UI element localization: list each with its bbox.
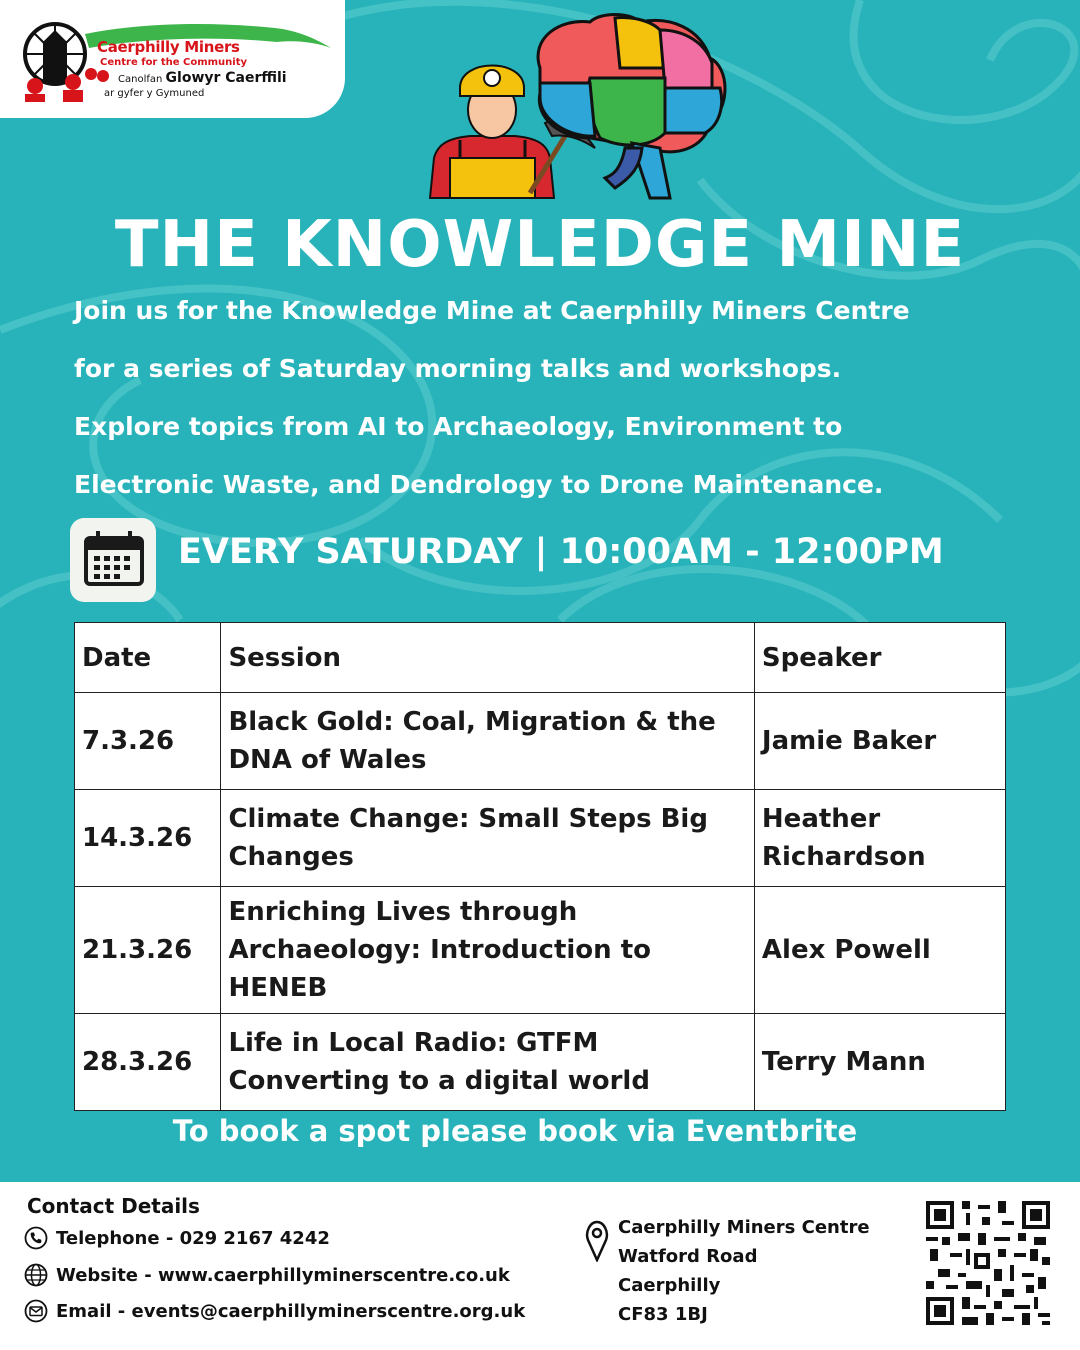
email-text: Email - events@caerphillyminerscentre.org.uk <box>56 1300 526 1322</box>
sessions-table <box>74 622 1006 1111</box>
table-row <box>75 887 1006 1014</box>
logo <box>0 0 345 118</box>
intro-line-3: Explore topics from AI to Archaeology, Environment to <box>74 412 843 441</box>
table-row <box>75 693 1006 790</box>
header-speaker: Speaker <box>754 623 1005 693</box>
row-speaker: Terry Mann <box>754 1014 1005 1111</box>
table-header-row <box>75 623 1006 693</box>
row-speaker: Heather Richardson <box>754 790 1005 887</box>
schedule-text: EVERY SATURDAY | 10:00AM - 12:00PM <box>178 532 944 572</box>
location-pin-icon <box>585 1220 609 1262</box>
org-welsh-prefix: Canolfan <box>118 74 163 85</box>
table-row <box>75 1014 1006 1111</box>
phone-icon <box>24 1226 48 1250</box>
row-speaker: Jamie Baker <box>754 693 1005 790</box>
qr-code[interactable] <box>926 1201 1050 1325</box>
row-session: Life in Local Radio: GTFM Converting to a digital world <box>221 1014 754 1111</box>
row-speaker: Alex Powell <box>754 887 1005 1014</box>
header-session: Session <box>221 623 754 693</box>
org-welsh-line2: ar gyfer y Gymuned <box>104 88 205 99</box>
brain-icon <box>538 15 725 199</box>
row-date: 28.3.26 <box>75 1014 221 1111</box>
address-line-4: CF83 1BJ <box>618 1304 708 1325</box>
intro-line-2: for a series of Saturday morning talks and workshops. <box>74 354 842 383</box>
address-line-1: Caerphilly Miners Centre <box>618 1217 870 1238</box>
miner-and-brain-illustration <box>420 8 750 208</box>
row-session: Black Gold: Coal, Migration & the DNA of Wales <box>221 693 754 790</box>
row-session: Enriching Lives through Archaeology: Introduction to HENEB <box>221 887 754 1014</box>
org-welsh-name <box>118 70 287 86</box>
calendar-badge <box>70 518 156 602</box>
header-date: Date <box>75 623 221 693</box>
table-row <box>75 790 1006 887</box>
website-row[interactable] <box>24 1262 510 1288</box>
address-line-2: Watford Road <box>618 1246 758 1267</box>
booking-text: To book a spot please book via Eventbrite <box>172 1114 858 1148</box>
mail-icon <box>24 1299 48 1323</box>
page-title: THE KNOWLEDGE MINE <box>114 208 966 282</box>
org-name-line2: Centre for the Community <box>100 57 248 68</box>
row-date: 14.3.26 <box>75 790 221 887</box>
org-name-line1: Caerphilly Miners <box>97 38 240 56</box>
telephone-text: Telephone - 029 2167 4242 <box>56 1227 330 1249</box>
telephone-row[interactable] <box>24 1225 330 1251</box>
contact-footer <box>0 1182 1080 1350</box>
intro-line-1: Join us for the Knowledge Mine at Caerphilly Miners Centre <box>74 296 910 325</box>
contact-title: Contact Details <box>27 1194 200 1218</box>
globe-icon <box>24 1263 48 1287</box>
website-text: Website - www.caerphillyminerscentre.co.uk <box>56 1264 510 1286</box>
email-row[interactable] <box>24 1298 525 1324</box>
calendar-icon <box>70 518 156 602</box>
intro-line-4: Electronic Waste, and Dendrology to Drone Maintenance. <box>74 470 884 499</box>
row-date: 7.3.26 <box>75 693 221 790</box>
address-line-3: Caerphilly <box>618 1275 721 1296</box>
org-welsh-main: Glowyr Caerffili <box>165 70 287 86</box>
row-session: Climate Change: Small Steps Big Changes <box>221 790 754 887</box>
row-date: 21.3.26 <box>75 887 221 1014</box>
